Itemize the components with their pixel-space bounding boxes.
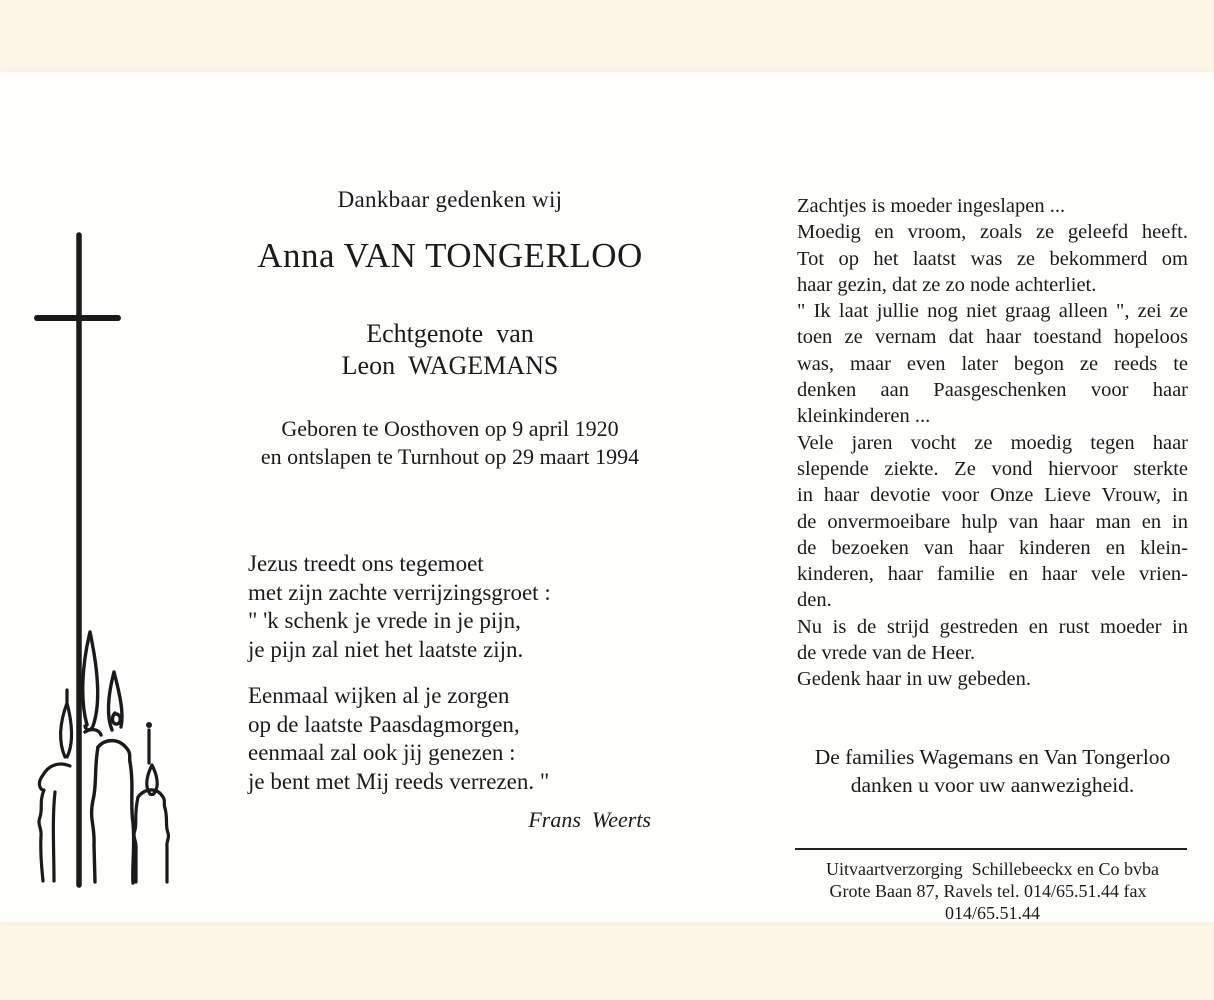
text-line: de onvermoeibare hulp van haar man en in — [797, 510, 1188, 533]
thanks-line-2: danken u voor uw aanwezigheid. — [850, 772, 1135, 797]
text-line: Tot op het laatst was ze bekommerd om — [797, 247, 1188, 270]
thanks-block — [797, 743, 1188, 799]
deceased-name: Anna VAN TONGERLOO — [257, 236, 643, 275]
spouse-label: Echtgenote van — [366, 319, 534, 348]
text-line: kleinkinderen ... — [797, 405, 931, 428]
funeral-address-line: Grote Baan 87, Ravels tel. 014/65.51.44 fax 014/65.51.44 — [829, 880, 1156, 923]
birth-line: Geboren te Oosthoven op 9 april 1920 — [281, 416, 619, 441]
spouse-name: Leon WAGEMANS — [341, 351, 559, 380]
text-line: Moedig en vroom, zoals ze geleefd heeft. — [797, 221, 1188, 244]
text-line: haar gezin, dat ze zo node achterliet. — [797, 273, 1097, 296]
poem-stanza-2 — [235, 682, 665, 796]
candle-center — [83, 632, 101, 735]
death-line: en ontslapen te Turnhout op 29 maart 1994 — [260, 444, 640, 469]
text-line: den. — [797, 589, 832, 612]
poem-stanza-1 — [235, 550, 665, 664]
thanks-line-1: De families Wagemans en Van Tongerloo — [814, 744, 1171, 769]
text-line: op de laatste Paasdagmorgen, — [248, 711, 520, 737]
text-line: kinderen, haar familie en haar vele vrien- — [797, 563, 1188, 586]
text-line: was, maar even later begon ze reeds te — [797, 352, 1188, 375]
intro-line: Dankbaar gedenken wij — [337, 187, 563, 212]
candle-left — [39, 690, 72, 881]
memorial-card — [0, 72, 1214, 922]
text-line: Nu is de strijd gestreden en rust moeder in — [797, 615, 1188, 638]
funeral-home-line: Uitvaartverzorging Schillebeeckx en Co bvba — [825, 858, 1160, 879]
text-line: slepende ziekte. Ze vond hiervoor sterkte — [797, 457, 1188, 480]
text-line: in haar devotie voor Onze Lieve Vrouw, in — [797, 484, 1188, 507]
memorial-front-page — [235, 186, 665, 833]
poem-author: Frans Weerts — [528, 807, 651, 832]
text-line: Zachtjes is moeder ingeslapen ... — [797, 195, 1066, 217]
text-line: " 'k schenk je vrede in je pijn, — [248, 608, 521, 633]
text-line: met zijn zachte verrijzingsgroet : — [248, 579, 551, 605]
text-line: denken aan Paasgeschenken voor haar — [797, 379, 1188, 402]
text-line: de bezoeken van haar kinderen en klein- — [797, 536, 1188, 559]
text-line: Vele jaren vocht ze moedig tegen haar — [797, 431, 1188, 454]
life-dates — [235, 415, 665, 471]
text-line: Gedenk haar in uw gebeden. — [797, 668, 1031, 691]
funeral-home-block — [797, 858, 1188, 924]
cross-icon — [37, 235, 118, 885]
text-line: Eenmaal wijken al je zorgen — [248, 683, 510, 708]
divider-line — [795, 848, 1187, 850]
cross-and-candles-illustration — [8, 225, 188, 890]
text-line: Jezus treedt ons tegemoet — [248, 551, 484, 576]
memorial-text-page — [797, 193, 1188, 924]
memorial-text — [797, 193, 1188, 693]
text-line: je bent met Mij reeds verrezen. " — [248, 768, 550, 794]
text-line: toen ze vernam dat haar toestand hopeloos — [797, 326, 1188, 349]
text-line: je pijn zal niet het laatste zijn. — [248, 636, 524, 662]
text-line: de vrede van de Heer. — [797, 642, 976, 665]
candle-right — [134, 724, 169, 882]
text-line: eenmaal zal ook jij genezen : — [248, 740, 516, 765]
text-line: " Ik laat jullie nog niet graag alleen ", zei ze — [797, 300, 1188, 323]
